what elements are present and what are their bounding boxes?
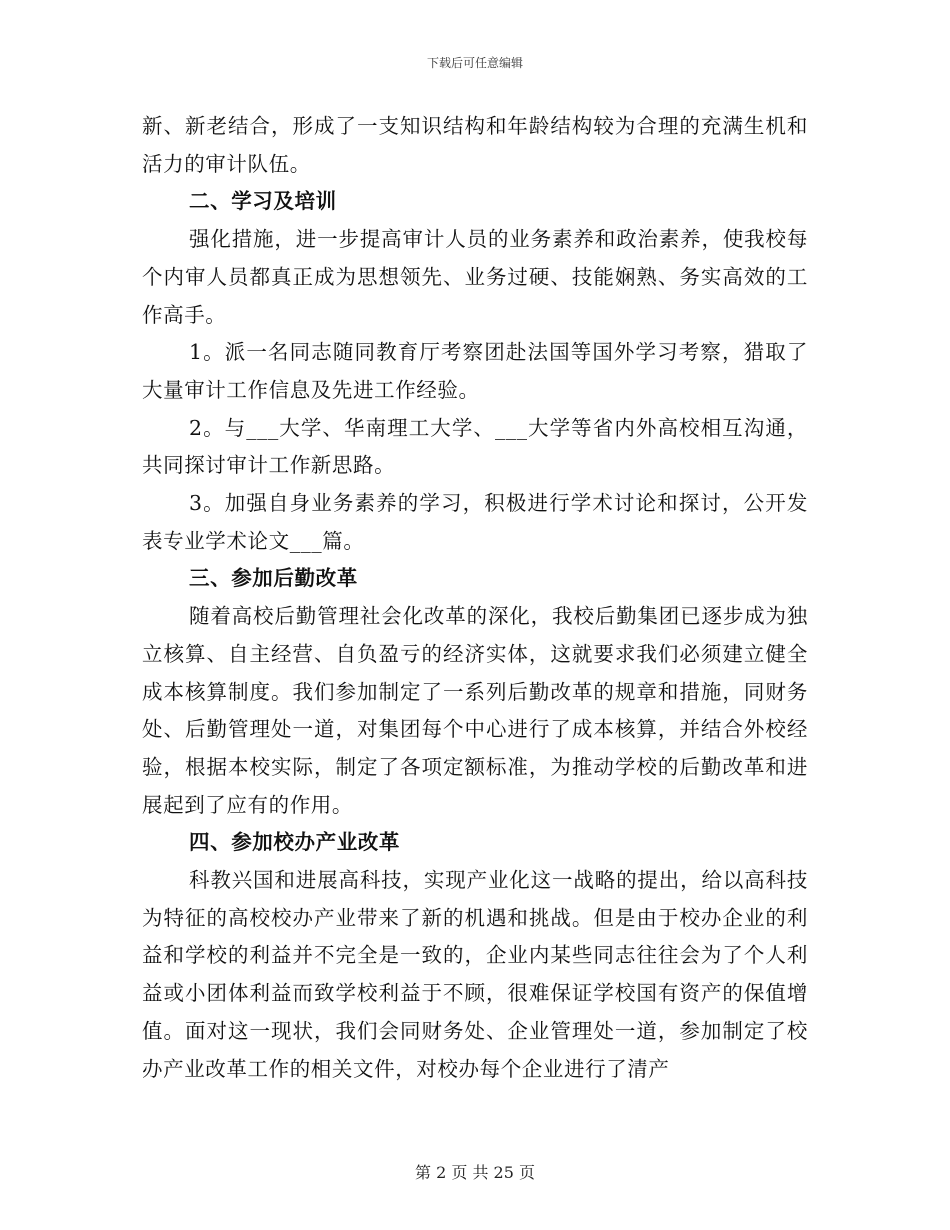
paragraph: 新、新老结合，形成了一支知识结构和年龄结构较为合理的充满生机和活力的审计队伍。 xyxy=(142,114,808,176)
page-number: 第 2 页 共 25 页 xyxy=(415,1163,535,1182)
paragraph: 随着高校后勤管理社会化改革的深化，我校后勤集团已逐步成为独立核算、自主经营、自负盈亏的经济实体，这就要求我们必须建立健全成本核算制度。我们参加制定了一系列后勤改革的规章和措施，同财务处、后勤管理处一道，对集团每个中心进行了成本核算，并结合外校经验，根据本校实际，制定了各项定额标准，为推动学校的后勤改革和进展起到了应有的作用。 xyxy=(142,604,808,817)
section-heading: 四、参加校办产业改革 xyxy=(189,830,400,855)
paragraph: 3。加强自身业务素养的学习，积极进行学术讨论和探讨，公开发表专业学术论文___篇。 xyxy=(142,491,808,553)
paragraph: 2。与___大学、华南理工大学、___大学等省内外高校相互沟通，共同探讨审计工作新思路。 xyxy=(142,415,808,478)
document-body xyxy=(142,108,808,1088)
paragraph: 强化措施，进一步提高审计人员的业务素养和政治素养，使我校每个内审人员都真正成为思想领先、业务过硬、技能娴熟、务实高效的工作高手。 xyxy=(142,227,808,327)
paragraph: 科教兴国和进展高科技，实现产业化这一战略的提出，给以高科技为特征的高校校办产业带来了新的机遇和挑战。但是由于校办企业的利益和学校的利益并不完全是一致的，企业内某些同志往往会为了个人利益或小团体利益而致学校利益于不顾，很难保证学校国有资产的保值增值。面对这一现状，我们会同财务处、企业管理处一道，参加制定了校办产业改革工作的相关文件，对校办每个企业进行了清产 xyxy=(142,868,808,1081)
page-header-note: 下载后可任意编辑 xyxy=(426,56,523,70)
paragraph: 1。派一名同志随同教育厅考察团赴法国等国外学习考察，猎取了大量审计工作信息及先进工作经验。 xyxy=(142,340,808,402)
section-heading: 二、学习及培训 xyxy=(189,189,337,214)
section-heading: 三、参加后勤改革 xyxy=(189,566,358,591)
